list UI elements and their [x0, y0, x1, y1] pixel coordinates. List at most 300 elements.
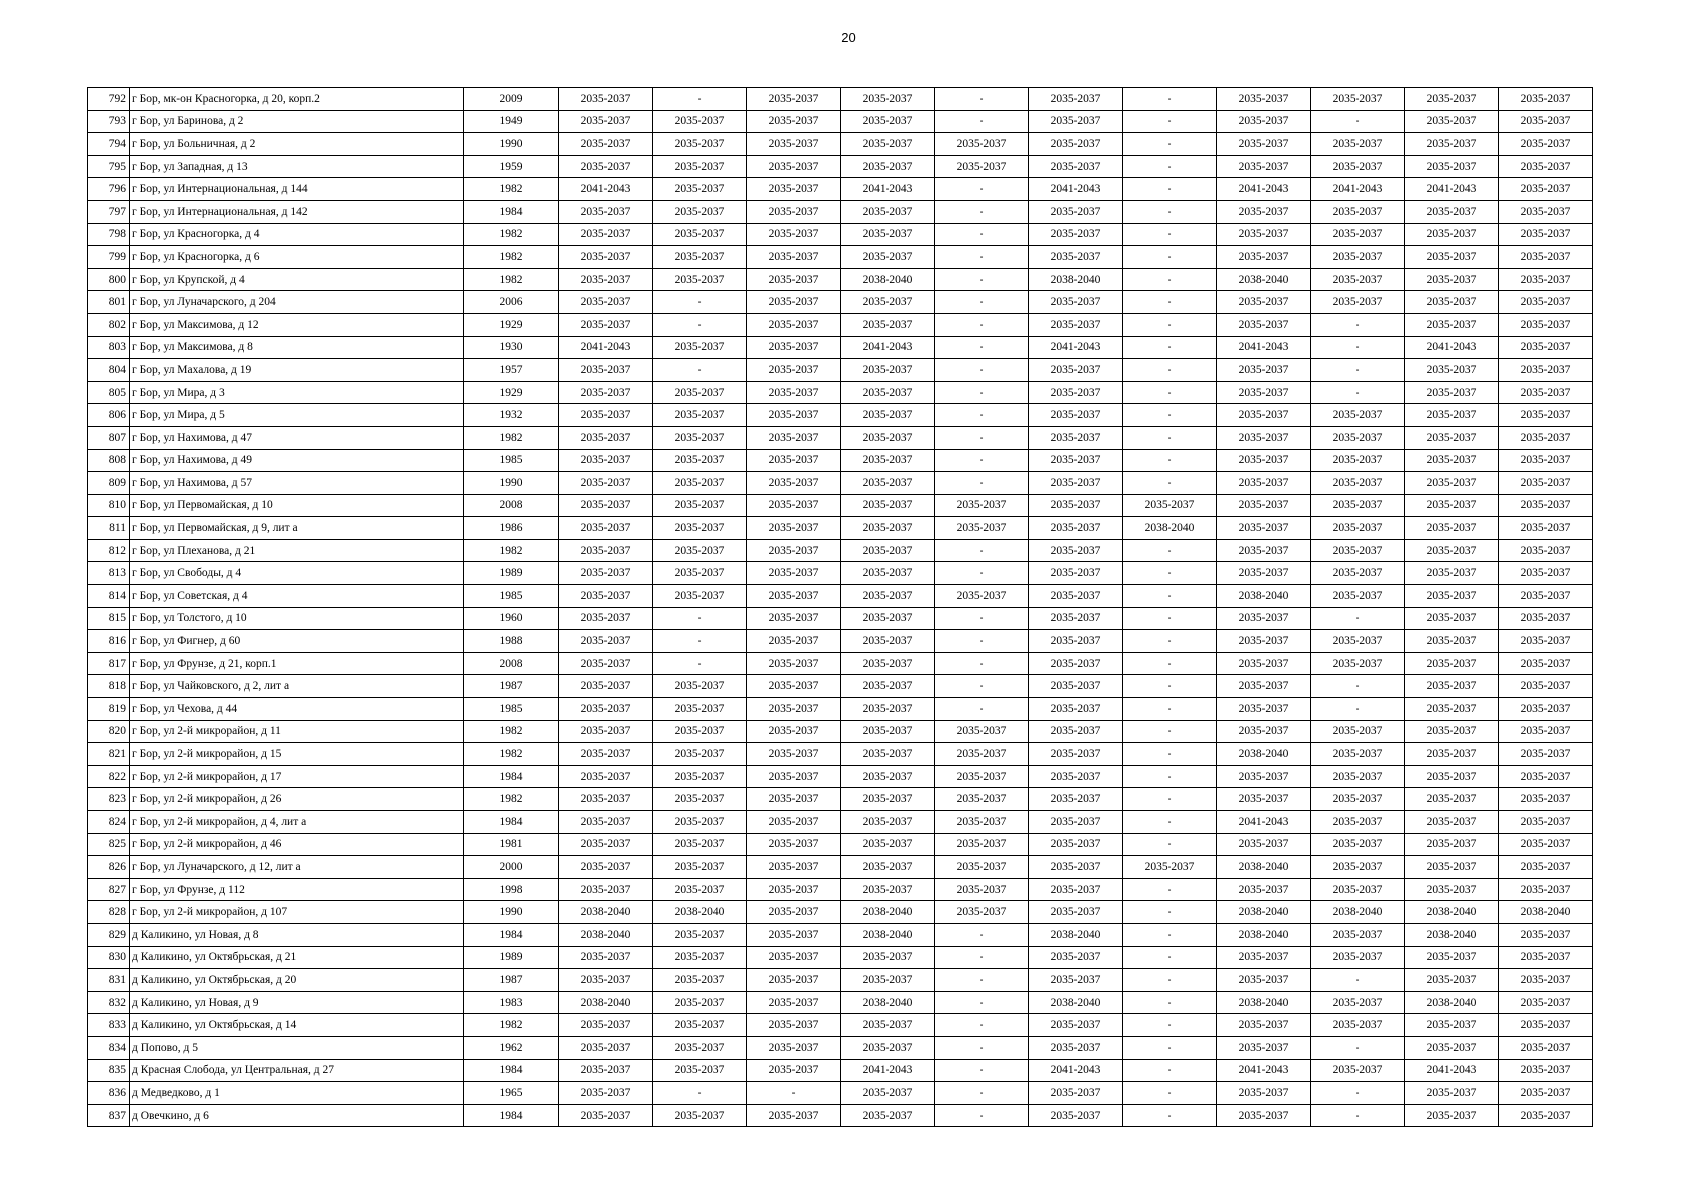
repair-period-cell: 2035-2037: [841, 675, 935, 698]
repair-period-cell: 2035-2037: [1405, 449, 1499, 472]
repair-period-cell: -: [935, 1036, 1029, 1059]
row-number-cell: 824: [88, 811, 130, 834]
table-row: [88, 946, 1593, 969]
repair-period-cell: 2035-2037: [747, 133, 841, 156]
repair-period-cell: -: [653, 652, 747, 675]
table-row: [88, 923, 1593, 946]
repair-period-cell: 2035-2037: [841, 743, 935, 766]
address-cell: д Каликино, ул Новая, д 8: [130, 923, 464, 946]
repair-period-cell: 2035-2037: [1311, 991, 1405, 1014]
repair-period-cell: -: [1123, 743, 1217, 766]
row-number-cell: 804: [88, 359, 130, 382]
repair-period-cell: -: [935, 223, 1029, 246]
repair-period-cell: 2035-2037: [559, 1082, 653, 1105]
repair-period-cell: -: [935, 991, 1029, 1014]
repair-period-cell: -: [1123, 178, 1217, 201]
address-cell: д Каликино, ул Октябрьская, д 20: [130, 969, 464, 992]
repair-period-cell: 2035-2037: [1217, 765, 1311, 788]
repair-period-cell: 2035-2037: [935, 133, 1029, 156]
repair-period-cell: 2035-2037: [1217, 788, 1311, 811]
repair-period-cell: 2035-2037: [1499, 743, 1593, 766]
repair-period-cell: 2035-2037: [1311, 155, 1405, 178]
row-number-cell: 807: [88, 426, 130, 449]
repair-period-cell: 2035-2037: [1029, 946, 1123, 969]
repair-period-cell: 2035-2037: [653, 743, 747, 766]
repair-period-cell: 2035-2037: [653, 1014, 747, 1037]
table-row: [88, 1014, 1593, 1037]
repair-period-cell: 2035-2037: [747, 268, 841, 291]
repair-period-cell: -: [1123, 268, 1217, 291]
repair-period-cell: 2035-2037: [653, 155, 747, 178]
year-cell: 1960: [464, 607, 559, 630]
repair-period-cell: 2035-2037: [747, 1059, 841, 1082]
repair-period-cell: 2035-2037: [747, 698, 841, 721]
repair-period-cell: -: [653, 607, 747, 630]
repair-period-cell: 2035-2037: [1029, 969, 1123, 992]
table-row: [88, 698, 1593, 721]
row-number-cell: 820: [88, 720, 130, 743]
repair-period-cell: 2035-2037: [1499, 698, 1593, 721]
repair-period-cell: 2035-2037: [841, 313, 935, 336]
repair-period-cell: 2035-2037: [559, 313, 653, 336]
repair-period-cell: 2035-2037: [559, 133, 653, 156]
year-cell: 1982: [464, 426, 559, 449]
repair-period-cell: 2035-2037: [841, 969, 935, 992]
repair-period-cell: -: [1123, 562, 1217, 585]
repair-period-cell: 2035-2037: [747, 517, 841, 540]
row-number-cell: 805: [88, 381, 130, 404]
repair-period-cell: 2035-2037: [841, 449, 935, 472]
repair-period-cell: 2035-2037: [1405, 133, 1499, 156]
row-number-cell: 830: [88, 946, 130, 969]
repair-period-cell: 2035-2037: [559, 200, 653, 223]
repair-period-cell: -: [935, 698, 1029, 721]
year-cell: 1987: [464, 675, 559, 698]
repair-period-cell: 2035-2037: [559, 449, 653, 472]
repair-period-cell: 2035-2037: [1311, 720, 1405, 743]
table-row: [88, 381, 1593, 404]
repair-period-cell: 2035-2037: [841, 946, 935, 969]
repair-period-cell: -: [935, 246, 1029, 269]
repair-period-cell: 2035-2037: [1405, 517, 1499, 540]
repair-period-cell: 2035-2037: [1029, 878, 1123, 901]
repair-period-cell: 2035-2037: [747, 178, 841, 201]
address-cell: г Бор, ул Советская, д 4: [130, 585, 464, 608]
repair-period-cell: 2038-2040: [1029, 923, 1123, 946]
table-row: [88, 178, 1593, 201]
row-number-cell: 823: [88, 788, 130, 811]
repair-period-cell: 2035-2037: [1499, 110, 1593, 133]
repair-period-cell: 2035-2037: [559, 833, 653, 856]
repair-period-cell: 2035-2037: [1029, 1104, 1123, 1127]
repair-period-cell: 2035-2037: [559, 472, 653, 495]
repair-period-cell: 2035-2037: [1029, 426, 1123, 449]
repair-period-cell: 2035-2037: [1029, 652, 1123, 675]
repair-period-cell: 2035-2037: [747, 381, 841, 404]
repair-period-cell: 2035-2037: [653, 246, 747, 269]
repair-period-cell: 2035-2037: [1405, 472, 1499, 495]
repair-period-cell: -: [1123, 991, 1217, 1014]
table-row: [88, 110, 1593, 133]
address-cell: г Бор, ул Максимова, д 8: [130, 336, 464, 359]
repair-period-cell: 2035-2037: [559, 223, 653, 246]
repair-period-cell: 2035-2037: [1405, 788, 1499, 811]
repair-period-cell: 2038-2040: [841, 268, 935, 291]
year-cell: 1957: [464, 359, 559, 382]
repair-period-cell: 2038-2040: [1123, 517, 1217, 540]
repair-period-cell: 2035-2037: [1217, 607, 1311, 630]
repair-period-cell: 2035-2037: [653, 923, 747, 946]
table-row: [88, 1059, 1593, 1082]
table-row: [88, 1036, 1593, 1059]
repair-period-cell: 2038-2040: [1217, 901, 1311, 924]
year-cell: 1982: [464, 743, 559, 766]
year-cell: 2008: [464, 494, 559, 517]
repair-period-cell: 2035-2037: [559, 155, 653, 178]
repair-period-cell: -: [1123, 878, 1217, 901]
repair-period-cell: -: [1123, 539, 1217, 562]
row-number-cell: 829: [88, 923, 130, 946]
address-cell: г Бор, ул Фигнер, д 60: [130, 630, 464, 653]
repair-period-cell: 2035-2037: [1029, 833, 1123, 856]
repair-period-cell: 2035-2037: [841, 698, 935, 721]
repair-period-cell: -: [653, 291, 747, 314]
repair-period-cell: -: [1123, 313, 1217, 336]
repair-period-cell: 2035-2037: [559, 946, 653, 969]
repair-period-cell: 2035-2037: [1405, 359, 1499, 382]
repair-period-cell: -: [1123, 246, 1217, 269]
row-number-cell: 821: [88, 743, 130, 766]
row-number-cell: 800: [88, 268, 130, 291]
year-cell: 1982: [464, 223, 559, 246]
repair-period-cell: 2035-2037: [747, 765, 841, 788]
repair-period-cell: -: [1123, 765, 1217, 788]
repair-period-cell: 2041-2043: [559, 178, 653, 201]
repair-period-cell: -: [935, 675, 1029, 698]
year-cell: 1983: [464, 991, 559, 1014]
address-cell: г Бор, ул Интернациональная, д 142: [130, 200, 464, 223]
repair-period-cell: 2035-2037: [747, 200, 841, 223]
repair-period-cell: 2035-2037: [653, 381, 747, 404]
repair-period-cell: 2035-2037: [1311, 946, 1405, 969]
table-row: [88, 969, 1593, 992]
address-cell: г Бор, ул 2-й микрорайон, д 11: [130, 720, 464, 743]
repair-period-cell: 2035-2037: [1311, 133, 1405, 156]
repair-period-cell: 2035-2037: [1217, 720, 1311, 743]
repair-period-cell: 2035-2037: [1311, 562, 1405, 585]
repair-period-cell: -: [935, 923, 1029, 946]
repair-period-cell: 2035-2037: [747, 720, 841, 743]
repair-period-cell: 2035-2037: [1405, 1036, 1499, 1059]
repair-period-cell: -: [935, 562, 1029, 585]
year-cell: 1984: [464, 811, 559, 834]
repair-period-cell: 2035-2037: [841, 765, 935, 788]
repair-period-cell: 2035-2037: [841, 200, 935, 223]
repair-period-cell: 2035-2037: [841, 359, 935, 382]
row-number-cell: 822: [88, 765, 130, 788]
repair-period-cell: 2035-2037: [1029, 517, 1123, 540]
repair-period-cell: 2035-2037: [1029, 811, 1123, 834]
year-cell: 1984: [464, 923, 559, 946]
repair-period-cell: -: [1311, 1082, 1405, 1105]
repair-period-cell: 2035-2037: [1217, 878, 1311, 901]
address-cell: г Бор, ул Западная, д 13: [130, 155, 464, 178]
repair-period-cell: -: [935, 359, 1029, 382]
repair-period-cell: 2035-2037: [1311, 743, 1405, 766]
table-row: [88, 291, 1593, 314]
page-number: 20: [841, 30, 856, 45]
repair-period-cell: 2035-2037: [559, 562, 653, 585]
repair-period-cell: 2035-2037: [653, 472, 747, 495]
repair-period-cell: 2035-2037: [1405, 1104, 1499, 1127]
repair-period-cell: 2035-2037: [935, 517, 1029, 540]
repair-period-cell: -: [1123, 901, 1217, 924]
repair-period-cell: -: [1123, 88, 1217, 111]
repair-period-cell: 2035-2037: [1217, 88, 1311, 111]
address-cell: г Бор, ул Плеханова, д 21: [130, 539, 464, 562]
repair-period-cell: -: [935, 200, 1029, 223]
repair-period-cell: 2035-2037: [1405, 1014, 1499, 1037]
address-cell: г Бор, ул Луначарского, д 12, лит а: [130, 856, 464, 879]
repair-period-cell: 2035-2037: [1029, 110, 1123, 133]
repair-period-cell: 2035-2037: [1499, 223, 1593, 246]
repair-period-cell: 2035-2037: [841, 652, 935, 675]
year-cell: 1982: [464, 268, 559, 291]
repair-period-cell: 2035-2037: [559, 675, 653, 698]
repair-period-cell: -: [935, 652, 1029, 675]
repair-period-cell: 2035-2037: [747, 856, 841, 879]
repair-period-cell: 2035-2037: [653, 200, 747, 223]
repair-period-cell: 2038-2040: [559, 991, 653, 1014]
repair-period-cell: 2035-2037: [1217, 833, 1311, 856]
repair-period-cell: -: [1123, 1014, 1217, 1037]
repair-period-cell: 2035-2037: [1311, 856, 1405, 879]
address-cell: г Бор, ул 2-й микрорайон, д 4, лит а: [130, 811, 464, 834]
year-cell: 1990: [464, 472, 559, 495]
repair-period-cell: 2038-2040: [559, 901, 653, 924]
repair-period-cell: 2035-2037: [1405, 652, 1499, 675]
year-cell: 1982: [464, 539, 559, 562]
repair-period-cell: -: [935, 268, 1029, 291]
repair-period-cell: -: [935, 449, 1029, 472]
repair-period-cell: 2041-2043: [559, 336, 653, 359]
row-number-cell: 809: [88, 472, 130, 495]
repair-period-cell: 2035-2037: [1499, 291, 1593, 314]
repair-period-cell: 2035-2037: [1499, 178, 1593, 201]
repair-period-cell: 2035-2037: [1405, 969, 1499, 992]
table-row: [88, 1082, 1593, 1105]
repair-period-cell: 2035-2037: [1311, 1059, 1405, 1082]
row-number-cell: 828: [88, 901, 130, 924]
repair-period-cell: 2035-2037: [1029, 200, 1123, 223]
repair-period-cell: 2038-2040: [1217, 991, 1311, 1014]
row-number-cell: 795: [88, 155, 130, 178]
table-row: [88, 788, 1593, 811]
repair-period-cell: -: [935, 607, 1029, 630]
repair-period-cell: 2035-2037: [747, 313, 841, 336]
repair-period-cell: 2035-2037: [1499, 404, 1593, 427]
repair-period-cell: 2035-2037: [1499, 652, 1593, 675]
repair-period-cell: 2035-2037: [653, 720, 747, 743]
address-cell: д Каликино, ул Октябрьская, д 21: [130, 946, 464, 969]
repair-period-cell: 2035-2037: [1029, 788, 1123, 811]
repair-period-cell: 2035-2037: [1029, 675, 1123, 698]
repair-period-cell: -: [935, 946, 1029, 969]
repair-period-cell: 2035-2037: [747, 652, 841, 675]
repair-period-cell: 2035-2037: [559, 110, 653, 133]
repair-period-cell: 2035-2037: [1029, 562, 1123, 585]
repair-period-cell: 2038-2040: [1311, 901, 1405, 924]
repair-period-cell: 2035-2037: [1217, 562, 1311, 585]
repair-period-cell: 2035-2037: [559, 268, 653, 291]
repair-period-cell: 2035-2037: [1499, 856, 1593, 879]
address-cell: г Бор, ул Свободы, д 4: [130, 562, 464, 585]
row-number-cell: 813: [88, 562, 130, 585]
repair-period-cell: -: [1123, 110, 1217, 133]
row-number-cell: 833: [88, 1014, 130, 1037]
address-cell: г Бор, ул Первомайская, д 9, лит а: [130, 517, 464, 540]
repair-period-cell: -: [935, 539, 1029, 562]
repair-period-cell: 2041-2043: [841, 336, 935, 359]
repair-period-cell: 2035-2037: [747, 426, 841, 449]
repair-period-cell: 2035-2037: [559, 1036, 653, 1059]
repair-period-cell: -: [935, 381, 1029, 404]
repair-schedule-table: [87, 87, 1593, 1127]
row-number-cell: 799: [88, 246, 130, 269]
repair-period-cell: 2035-2037: [653, 562, 747, 585]
repair-period-cell: 2035-2037: [1499, 133, 1593, 156]
repair-period-cell: 2035-2037: [559, 788, 653, 811]
repair-period-cell: 2035-2037: [1217, 675, 1311, 698]
repair-period-cell: 2035-2037: [747, 336, 841, 359]
repair-period-cell: 2035-2037: [1123, 494, 1217, 517]
repair-period-cell: 2035-2037: [1499, 426, 1593, 449]
address-cell: г Бор, ул Нахимова, д 47: [130, 426, 464, 449]
repair-period-cell: -: [935, 1082, 1029, 1105]
repair-period-cell: 2035-2037: [841, 539, 935, 562]
address-cell: г Бор, ул Нахимова, д 49: [130, 449, 464, 472]
repair-period-cell: 2035-2037: [559, 1059, 653, 1082]
table-row: [88, 313, 1593, 336]
repair-period-cell: 2041-2043: [1217, 336, 1311, 359]
repair-period-cell: 2035-2037: [1029, 359, 1123, 382]
table-row: [88, 88, 1593, 111]
repair-period-cell: 2035-2037: [1217, 969, 1311, 992]
repair-period-cell: 2035-2037: [1029, 246, 1123, 269]
repair-period-cell: 2035-2037: [1217, 517, 1311, 540]
row-number-cell: 797: [88, 200, 130, 223]
repair-period-cell: 2035-2037: [747, 110, 841, 133]
repair-period-cell: 2035-2037: [1029, 630, 1123, 653]
row-number-cell: 803: [88, 336, 130, 359]
address-cell: г Бор, ул Толстого, д 10: [130, 607, 464, 630]
repair-period-cell: 2035-2037: [653, 404, 747, 427]
repair-period-cell: -: [935, 291, 1029, 314]
repair-period-cell: 2035-2037: [935, 720, 1029, 743]
address-cell: г Бор, ул Максимова, д 12: [130, 313, 464, 336]
row-number-cell: 801: [88, 291, 130, 314]
repair-period-cell: -: [935, 630, 1029, 653]
repair-period-cell: 2035-2037: [841, 811, 935, 834]
repair-period-cell: 2035-2037: [1405, 291, 1499, 314]
repair-period-cell: 2035-2037: [1029, 743, 1123, 766]
repair-period-cell: 2035-2037: [1405, 743, 1499, 766]
table-row: [88, 743, 1593, 766]
repair-period-cell: 2035-2037: [1029, 381, 1123, 404]
repair-period-cell: 2035-2037: [653, 788, 747, 811]
year-cell: 1981: [464, 833, 559, 856]
address-cell: г Бор, ул Фрунзе, д 21, корп.1: [130, 652, 464, 675]
repair-period-cell: 2035-2037: [1499, 336, 1593, 359]
repair-period-cell: -: [1311, 313, 1405, 336]
repair-period-cell: 2035-2037: [1405, 268, 1499, 291]
repair-period-cell: -: [935, 1059, 1029, 1082]
repair-period-cell: 2035-2037: [747, 743, 841, 766]
repair-period-cell: 2035-2037: [1311, 1014, 1405, 1037]
repair-period-cell: -: [1123, 1036, 1217, 1059]
repair-period-cell: 2038-2040: [841, 991, 935, 1014]
table-row: [88, 133, 1593, 156]
address-cell: г Бор, ул Чайковского, д 2, лит а: [130, 675, 464, 698]
repair-period-cell: 2035-2037: [653, 1059, 747, 1082]
repair-period-cell: 2035-2037: [1499, 675, 1593, 698]
repair-period-cell: 2035-2037: [747, 404, 841, 427]
repair-period-cell: 2035-2037: [1499, 155, 1593, 178]
repair-period-cell: 2035-2037: [841, 833, 935, 856]
repair-period-cell: 2035-2037: [1405, 426, 1499, 449]
repair-period-cell: 2038-2040: [559, 923, 653, 946]
repair-period-cell: -: [1123, 675, 1217, 698]
repair-period-cell: 2035-2037: [1499, 88, 1593, 111]
repair-period-cell: 2035-2037: [1499, 562, 1593, 585]
repair-period-cell: 2041-2043: [1405, 178, 1499, 201]
repair-period-cell: 2035-2037: [841, 585, 935, 608]
year-cell: 1932: [464, 404, 559, 427]
year-cell: 1982: [464, 788, 559, 811]
repair-period-cell: 2035-2037: [1499, 607, 1593, 630]
repair-period-cell: 2035-2037: [653, 833, 747, 856]
repair-period-cell: 2041-2043: [1217, 1059, 1311, 1082]
repair-period-cell: 2035-2037: [1499, 359, 1593, 382]
repair-period-cell: -: [935, 336, 1029, 359]
repair-period-cell: 2035-2037: [1311, 539, 1405, 562]
repair-period-cell: 2035-2037: [1123, 856, 1217, 879]
repair-period-cell: 2035-2037: [1405, 1082, 1499, 1105]
address-cell: д Овечкино, д 6: [130, 1104, 464, 1127]
table-row: [88, 223, 1593, 246]
repair-period-cell: -: [1123, 698, 1217, 721]
repair-period-cell: 2035-2037: [559, 404, 653, 427]
repair-period-cell: 2035-2037: [1405, 313, 1499, 336]
repair-period-cell: 2038-2040: [1029, 991, 1123, 1014]
repair-period-cell: 2035-2037: [1499, 313, 1593, 336]
repair-period-cell: -: [1123, 449, 1217, 472]
repair-period-cell: 2035-2037: [1405, 585, 1499, 608]
table-row: [88, 607, 1593, 630]
repair-period-cell: 2035-2037: [935, 833, 1029, 856]
repair-period-cell: -: [1123, 630, 1217, 653]
repair-period-cell: 2038-2040: [1217, 856, 1311, 879]
repair-period-cell: 2035-2037: [653, 426, 747, 449]
repair-period-cell: 2035-2037: [1311, 652, 1405, 675]
repair-period-cell: 2035-2037: [1217, 449, 1311, 472]
table-row: [88, 562, 1593, 585]
repair-period-cell: 2035-2037: [1311, 200, 1405, 223]
repair-period-cell: 2035-2037: [935, 856, 1029, 879]
address-cell: г Бор, ул Мира, д 5: [130, 404, 464, 427]
repair-period-cell: 2035-2037: [653, 449, 747, 472]
repair-period-cell: -: [1123, 811, 1217, 834]
